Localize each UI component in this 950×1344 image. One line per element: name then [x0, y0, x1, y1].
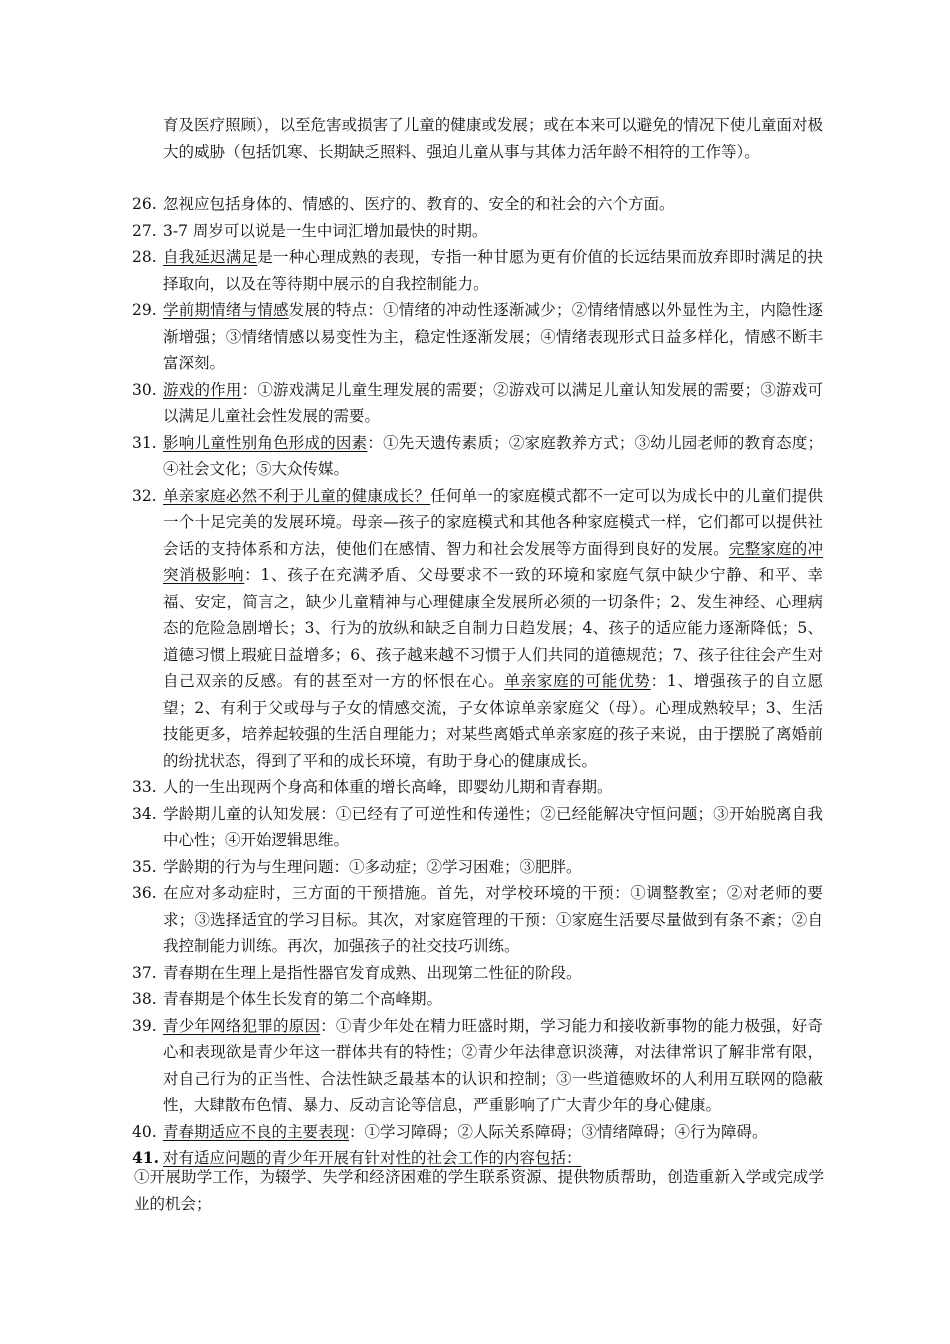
list-item: [0, 960, 823, 987]
item-text-2: ：1、孩子在充满矛盾、父母要求不一致的环境和家庭气氛中缺少宁静、和平、幸福、安定，简言之，缺少儿童精神与心理健康全发展所必须的一切条件；2、发生神经、心理病态的危险急剧增长；3、行为的放纵和缺乏自制力日趋发展；4、孩子的适应能力逐渐降低；5、道德习惯上瑕疵日益增多；6、孩子越来越不习惯于人们共同的道德规范；7、孩子往往会产生对自己双亲的反感。有的甚至对一方的怀恨在心。: [163, 566, 823, 690]
item-term: 单亲家庭必然不利于儿童的健康成长？: [163, 486, 431, 505]
list-item: [0, 1119, 823, 1146]
item-text: ：①青少年处在精力旺盛时期，学习能力和接收新事物的能力极强，好奇心和表现欲是青少年这一群体共有的特性；②青少年法律意识淡薄，对法律常识了解非常有限，对自己行为的正当性、合法性缺乏最基本的认识和控制；③一些道德败坏的人利用互联网的隐蔽性，大肆散布色情、暴力、反动言论等信息，严重影响了广大青少年的身心健康。: [163, 1016, 823, 1114]
list-item: [0, 377, 823, 430]
item-number: 30.: [132, 380, 157, 399]
item-number: 36.: [132, 884, 157, 902]
item-text: 人的一生出现两个身高和体重的增长高峰，即婴幼儿期和青春期。: [163, 778, 613, 796]
item-number: 26.: [132, 195, 157, 213]
list-item: [0, 986, 823, 1013]
item-text: 青春期在生理上是指性器官发育成熟、出现第二性征的阶段。: [163, 963, 582, 982]
item-term-3: 单亲家庭的可能优势: [504, 672, 651, 690]
list-item: [0, 430, 823, 483]
item-term: 影响儿童性别角色形成的因素: [163, 433, 368, 452]
list-item: [0, 854, 823, 881]
item-text: ：①先天遗传素质；②家庭教养方式；③幼儿园老师的教育态度；④社会文化；⑤大众传媒。: [163, 433, 823, 478]
item-number: 37.: [132, 963, 157, 982]
item-term: 青春期适应不良的主要表现: [163, 1122, 350, 1141]
item-number: 38.: [132, 990, 157, 1008]
item-term: 青少年网络犯罪的原因: [163, 1016, 321, 1035]
item-text: 忽视应包括身体的、情感的、医疗的、教育的、安全的和社会的六个方面。: [163, 195, 675, 213]
item-number: 27.: [132, 221, 157, 240]
item-number: 34.: [132, 804, 157, 823]
item-term: 学前期情绪与情感: [163, 301, 289, 319]
item-number: 28.: [132, 248, 157, 266]
continuation-paragraph: 育及医疗照顾），以至危害或损害了儿童的健康或发展；或在本来可以避免的情况下使儿童面对极大的威胁（包括饥寒、长期缺乏照料、强迫儿童从事与其体力活年龄不相符的工作等）。: [163, 116, 823, 161]
item-number: 32.: [132, 486, 157, 505]
item-number: 35.: [132, 857, 157, 876]
item-number: 39.: [132, 1016, 157, 1035]
list-item: [0, 244, 823, 297]
item-term: 游戏的作用: [163, 380, 242, 399]
list-item: [0, 191, 823, 218]
item-term-2: 完整家庭的冲突消极影响: [163, 539, 823, 584]
numbered-list: [0, 191, 823, 1172]
item-term: 自我延迟满足: [163, 248, 258, 266]
item-text: ：①学习障碍；②人际关系障碍；③情绪障碍；④行为障碍。: [349, 1122, 768, 1141]
item-number: 41.: [132, 1148, 159, 1167]
item-text: ：①游戏满足儿童生理发展的需要；②游戏可以满足儿童认知发展的需要；③游戏可以满足儿童社会性发展的需要。: [163, 380, 823, 425]
list-item: [0, 1013, 823, 1119]
list-item: [0, 483, 823, 775]
item-number: 29.: [132, 301, 157, 319]
item-number: 33.: [132, 778, 157, 796]
item-text: 3-7 周岁可以说是一生中词汇增加最快的时期。: [163, 221, 488, 240]
item-text: 学龄期儿童的认知发展：①已经有了可逆性和传递性；②已经能解决守恒问题；③开始脱离自我中心性；④开始逻辑思维。: [163, 804, 823, 849]
item-text: 发展的特点：①情绪的冲动性逐渐减少；②情绪情感以外显性为主，内隐性逐渐增强；③情绪情感以易变性为主，稳定性逐渐发展；④情绪表现形式日益多样化，情感不断丰富深刻。: [163, 301, 823, 372]
item-text: 学龄期的行为与生理问题：①多动症；②学习困难；③肥胖。: [163, 857, 582, 876]
item-text: 任何单一的家庭模式都不一定可以为成长中的儿童们提供一个十足完美的发展环境。母亲—孩子的家庭模式和其他各种家庭模式一样，它们都可以提供社会话的支持体系和方法，使他们在感情、智力和社会发展等方面得到良好的发展。: [163, 486, 823, 558]
item-text: 青春期是个体生长发育的第二个高峰期。: [163, 990, 443, 1008]
item-number: 31.: [132, 433, 157, 452]
list-item: [0, 880, 823, 960]
item-text-3: ：1、增强孩子的自立愿望；2、有利于父或母与子女的情感交流，子女体谅单亲家庭父（母）。心理成熟较早；3、生活技能更多，培养起较强的生活自理能力；对某些离婚式单亲家庭的孩子来说，由于摆脱了离婚前的纷扰状态，得到了平和的成长环境，有助于身心的健康成长。: [163, 672, 823, 770]
item-number: 40.: [132, 1122, 157, 1141]
trailing-paragraph: ①开展助学工作，为辍学、失学和经济困难的学生联系资源、提供物质帮助，创造重新入学或完成学业的机会；: [134, 1168, 824, 1213]
list-item: [0, 297, 823, 377]
list-item: [0, 801, 823, 854]
item-text: 是一种心理成熟的表现，专指一种甘愿为更有价值的长远结果而放弃即时满足的抉择取向，以及在等待期中展示的自我控制能力。: [163, 248, 823, 293]
list-item: [0, 774, 823, 801]
list-item: [0, 218, 823, 245]
item-text: 在应对多动症时，三方面的干预措施。首先，对学校环境的干预：①调整教室；②对老师的要求；③选择适宜的学习目标。其次，对家庭管理的干预：①家庭生活要尽量做到有条不紊；②自我控制能力训练。再次，加强孩子的社交技巧训练。: [163, 884, 823, 955]
item-term: 对有适应问题的青少年开展有针对性的社会工作的内容包括：: [163, 1149, 582, 1167]
